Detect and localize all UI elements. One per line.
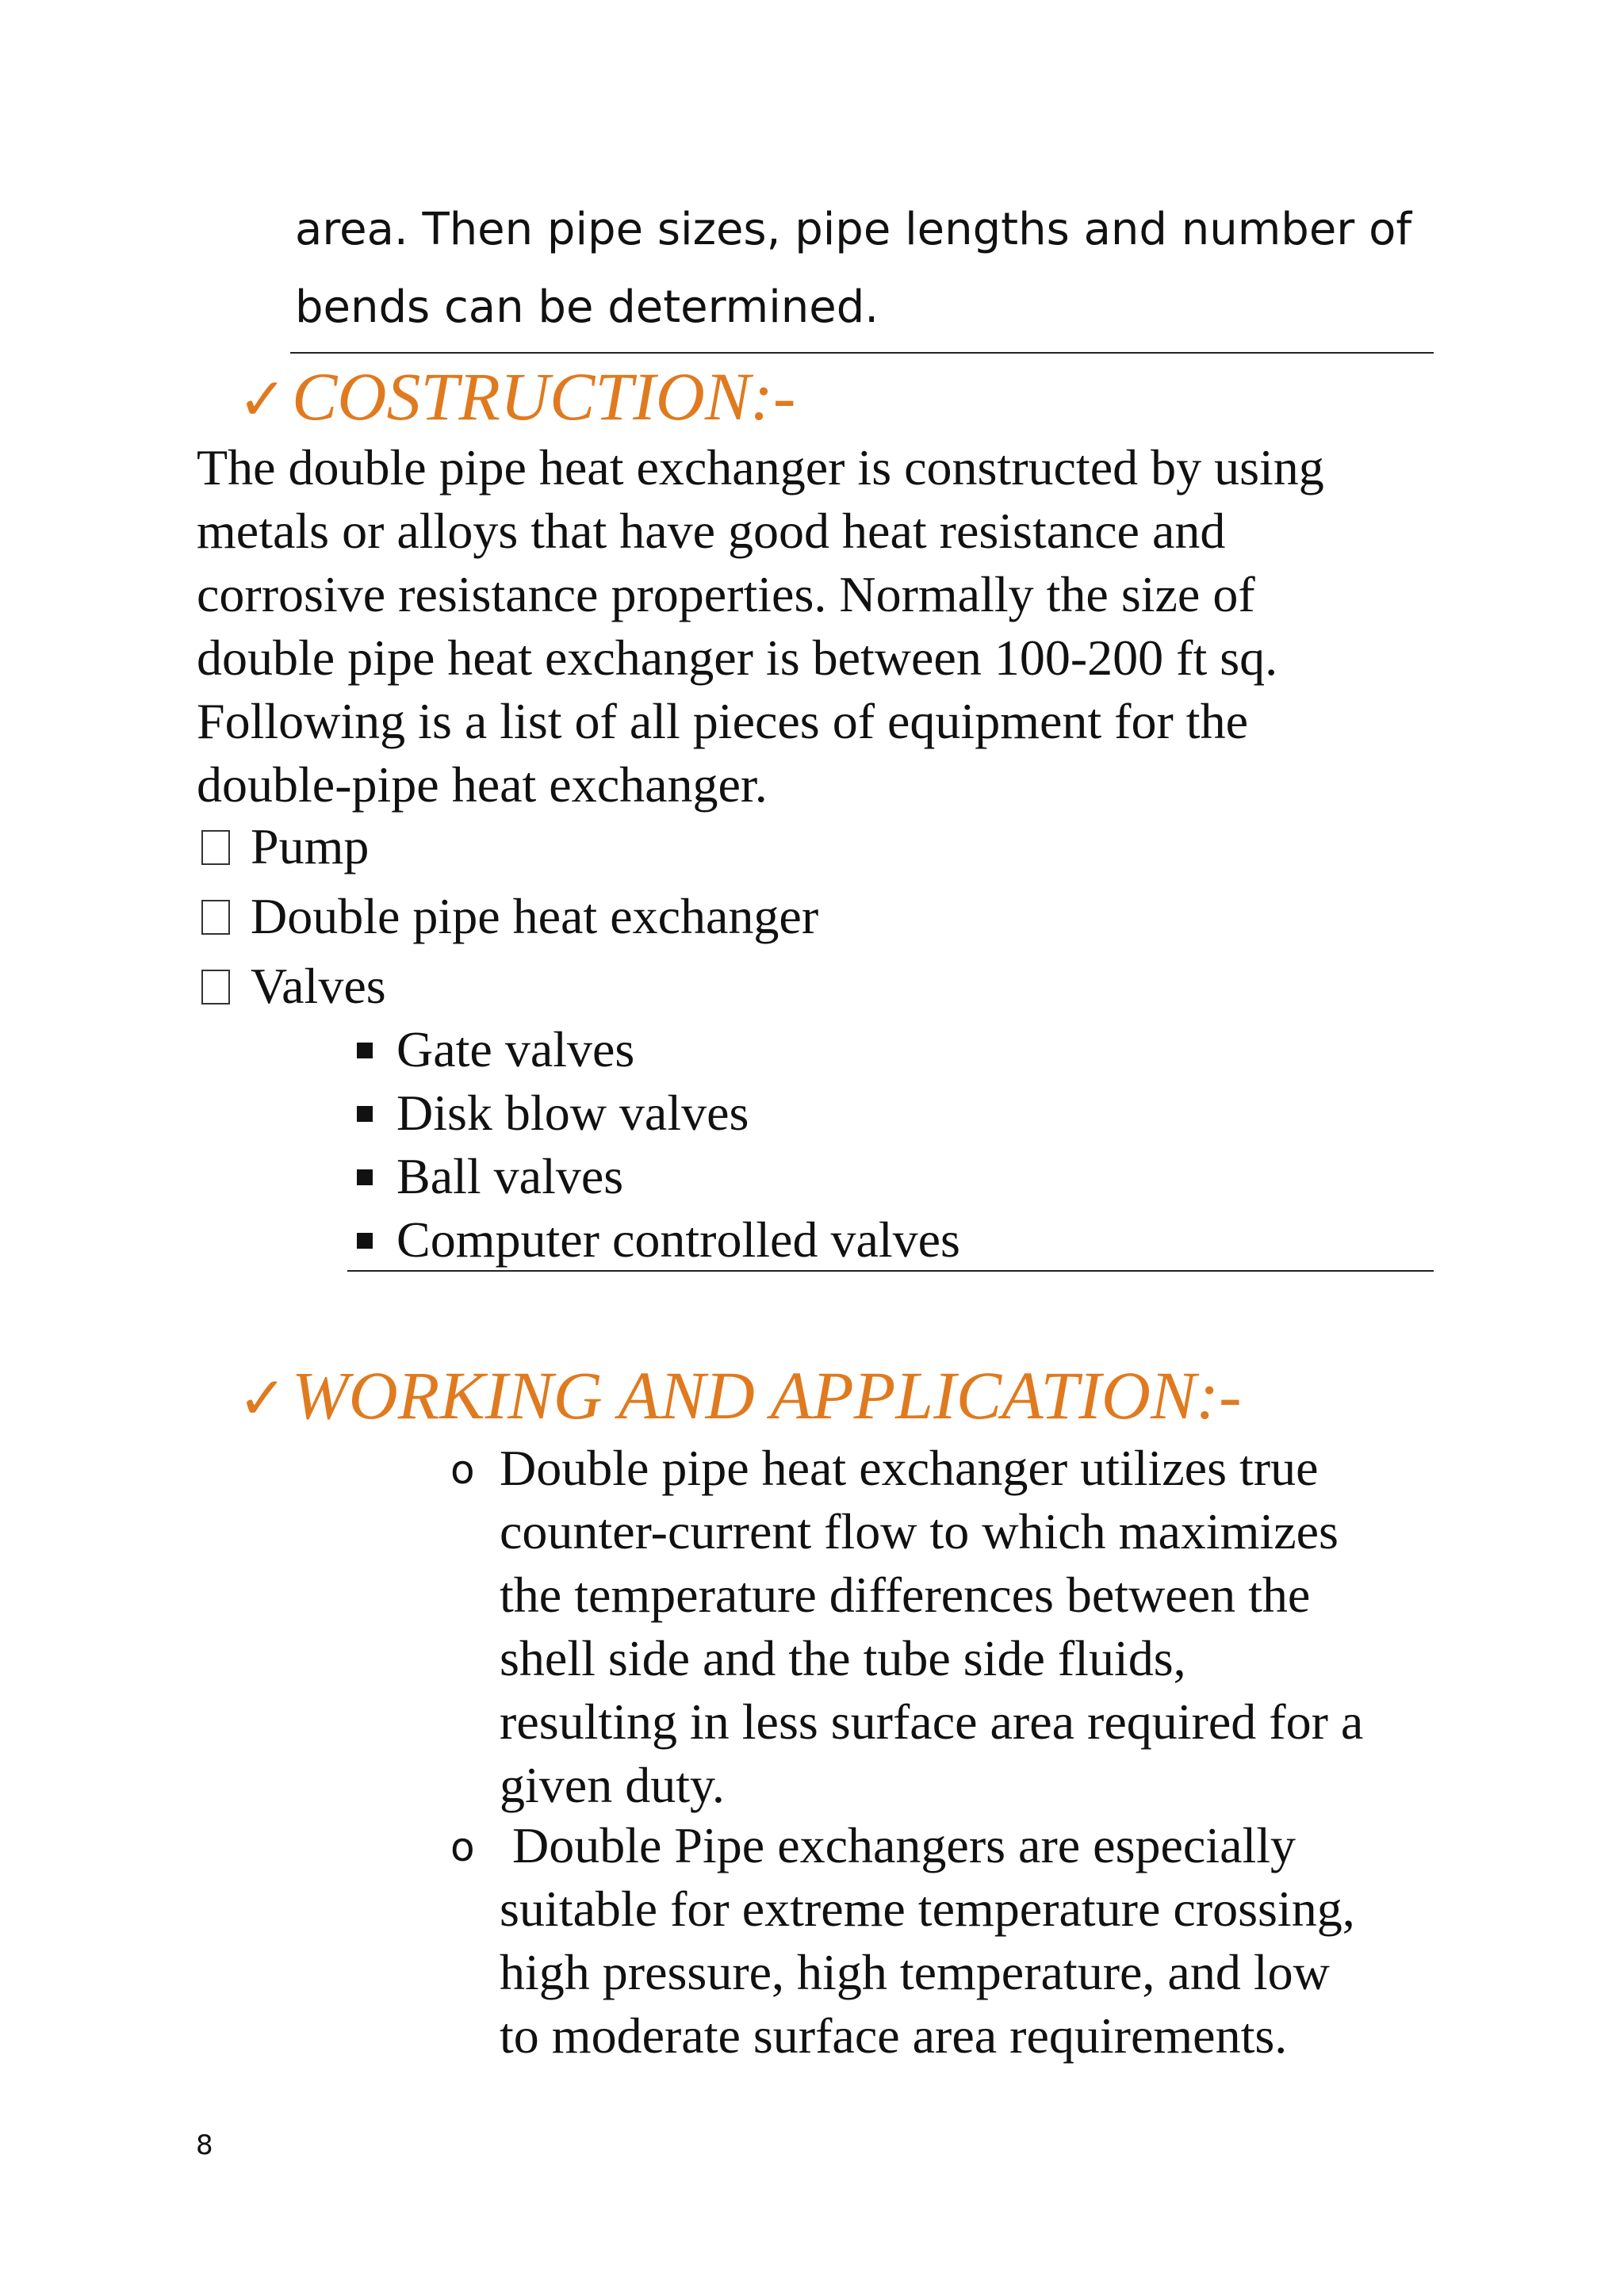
- working-item-line: Double Pipe exchangers are especially: [500, 1817, 1297, 1873]
- working-item-line: given duty.: [500, 1757, 725, 1813]
- square-outline-icon: [201, 830, 230, 865]
- construction-paragraph-line: double-pipe heat exchanger.: [197, 756, 768, 813]
- equipment-item: [201, 812, 369, 882]
- valve-type-label: Ball valves: [396, 1148, 624, 1204]
- construction-paragraph-line: Following is a list of all pieces of equipment for the: [197, 693, 1248, 749]
- working-heading-text: WORKING AND APPLICATION:-: [292, 1357, 1242, 1433]
- section-divider: [347, 1270, 1434, 1272]
- valve-type-item: [357, 1081, 749, 1145]
- circle-bullet-icon: o: [450, 1447, 475, 1493]
- valve-type-item: [357, 1208, 960, 1272]
- valve-type-label: Gate valves: [396, 1021, 635, 1077]
- working-item-line: the temperature differences between the: [500, 1567, 1311, 1623]
- working-item-line: high pressure, high temperature, and low: [500, 1944, 1330, 2000]
- checkmark-icon: ✓: [238, 1364, 288, 1433]
- equipment-label: Valves: [251, 958, 386, 1014]
- square-bullet-icon: [357, 1233, 373, 1249]
- intro-line-1: area. Then pipe sizes, pipe lengths and number of: [295, 204, 1412, 255]
- construction-paragraph-line: metals or alloys that have good heat resistance and: [197, 503, 1226, 559]
- working-item-line: shell side and the tube side fluids,: [500, 1630, 1186, 1686]
- working-item-line: counter-current flow to which maximizes: [500, 1503, 1339, 1559]
- valve-type-label: Computer controlled valves: [396, 1211, 960, 1268]
- construction-paragraph-line: corrosive resistance properties. Normally the size of: [197, 566, 1255, 622]
- valve-type-item: [357, 1145, 623, 1208]
- valve-type-label: Disk blow valves: [396, 1085, 749, 1141]
- checkmark-icon: ✓: [238, 365, 288, 434]
- equipment-item: [201, 882, 818, 951]
- working-item-line: to moderate surface area requirements.: [500, 2007, 1288, 2064]
- section-divider: [290, 352, 1434, 354]
- working-item-line: suitable for extreme temperature crossing,: [500, 1881, 1355, 1937]
- intro-line-2: bends can be determined.: [295, 281, 879, 333]
- square-outline-icon: [201, 970, 230, 1004]
- working-item-line: Double pipe heat exchanger utilizes true: [500, 1440, 1319, 1496]
- construction-paragraph-line: double pipe heat exchanger is between 100-200 ft sq.: [197, 629, 1278, 686]
- equipment-item: [201, 951, 386, 1021]
- working-item-line: resulting in less surface area required for a: [500, 1693, 1364, 1750]
- square-bullet-icon: [357, 1169, 373, 1185]
- equipment-label: Pump: [251, 818, 370, 874]
- square-bullet-icon: [357, 1106, 373, 1122]
- circle-bullet-icon: o: [450, 1824, 475, 1870]
- working-heading: [238, 1356, 1242, 1438]
- valve-type-item: [357, 1018, 634, 1081]
- square-outline-icon: [201, 900, 230, 935]
- square-bullet-icon: [357, 1043, 373, 1058]
- page-number: 8: [196, 2130, 213, 2161]
- equipment-label: Double pipe heat exchanger: [251, 888, 819, 944]
- construction-heading: [238, 357, 796, 439]
- construction-paragraph-line: The double pipe heat exchanger is constructed by using: [197, 439, 1324, 496]
- construction-heading-text: COSTRUCTION:-: [292, 358, 796, 434]
